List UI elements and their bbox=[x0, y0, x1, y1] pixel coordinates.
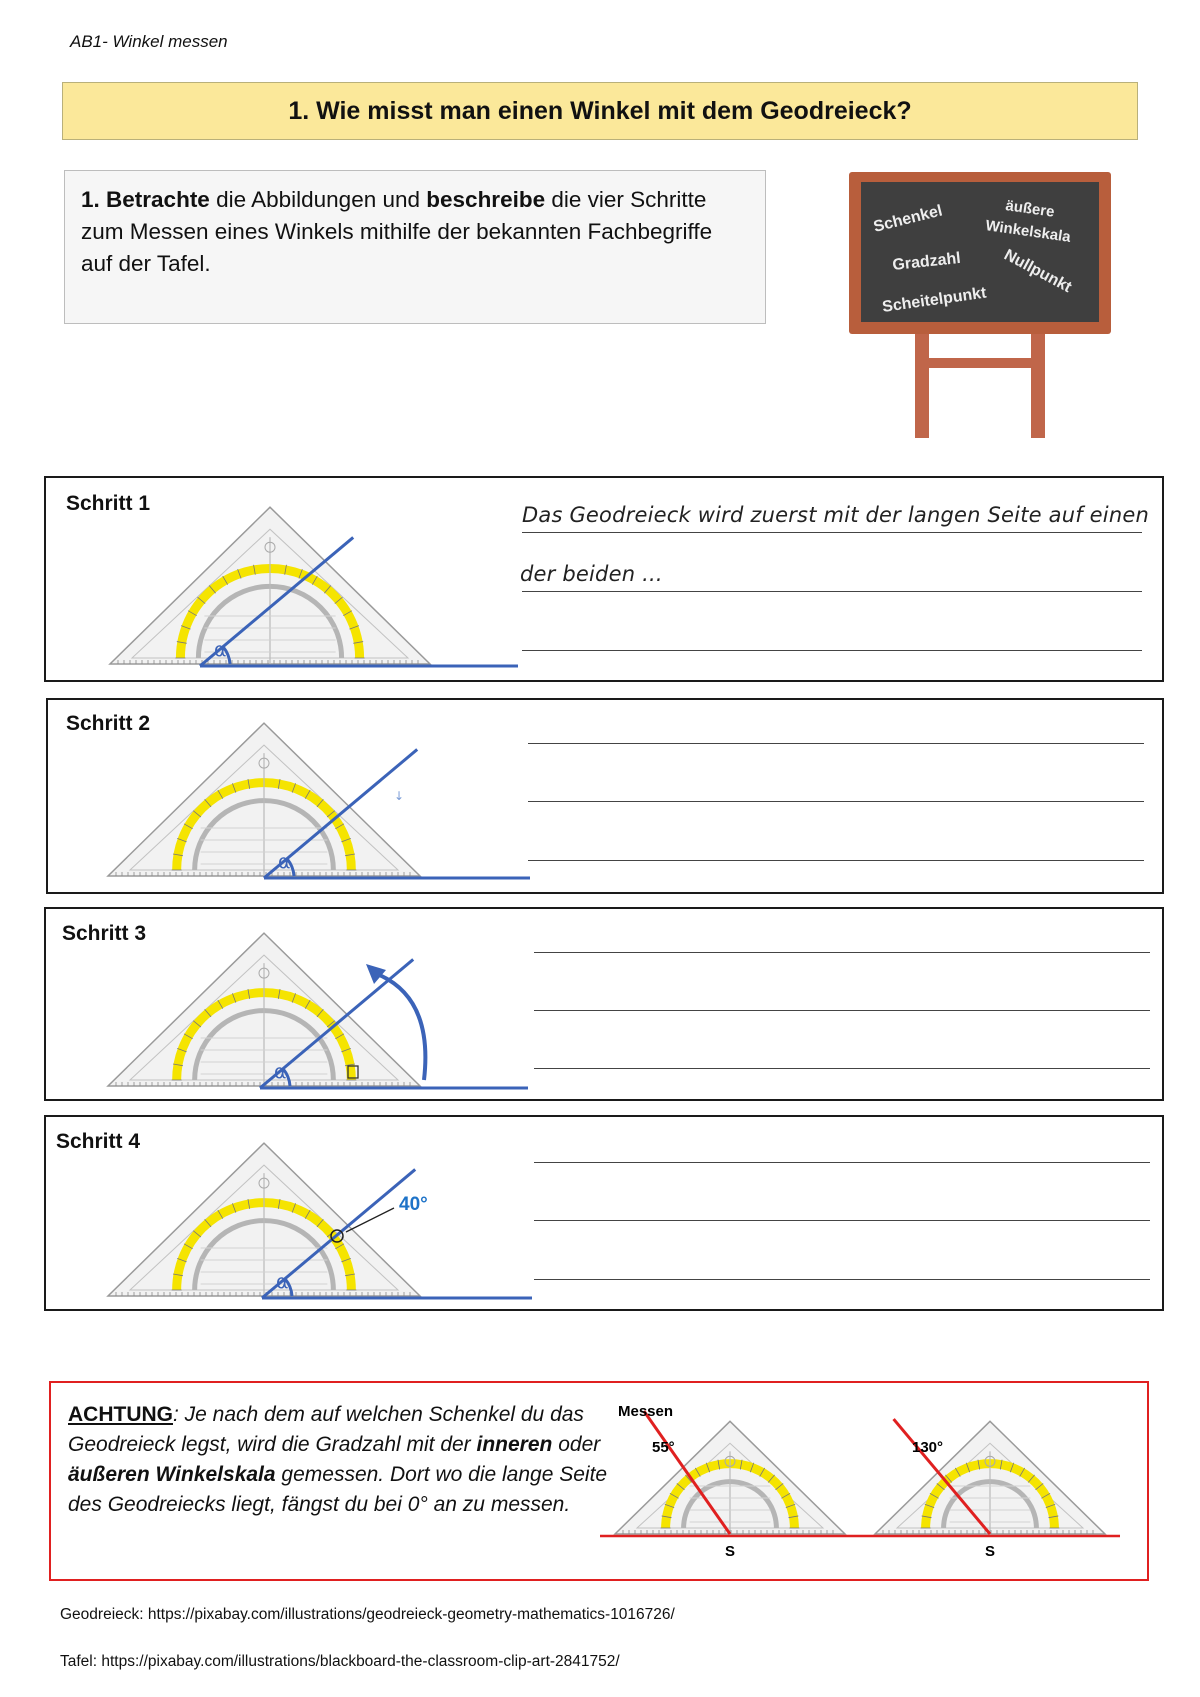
step-1-answer-line-1: Das Geodreieck wird zuerst mit der langen Seite auf einen bbox=[522, 503, 1149, 527]
step-label-2: Schritt 2 bbox=[66, 712, 151, 735]
answer-line[interactable] bbox=[534, 1279, 1150, 1280]
warning-text-1: : Je nach dem auf welchen Schenkel du das Geodreieck legst, wird die Gradzahl mit der bbox=[68, 1403, 584, 1456]
warning-text bbox=[68, 1400, 628, 1520]
answer-line[interactable] bbox=[534, 1010, 1150, 1011]
warning-figures bbox=[600, 1396, 1140, 1566]
geodreieck-step-1 bbox=[100, 484, 520, 674]
small-arrow-mark: ↓ bbox=[394, 789, 405, 803]
answer-line[interactable] bbox=[528, 860, 1144, 861]
geodreieck-step-2 bbox=[104, 704, 534, 890]
blackboard-illustration bbox=[845, 170, 1115, 440]
board-word-nullpunkt: Nullpunkt bbox=[1001, 246, 1075, 297]
worksheet-label: AB1- Winkel messen bbox=[70, 32, 228, 51]
step-label-3: Schritt 3 bbox=[62, 922, 147, 945]
warning-angle-value: 55° bbox=[652, 1439, 675, 1456]
warning-keyword: ACHTUNG bbox=[68, 1403, 173, 1426]
board-word-schenkel: Schenkel bbox=[871, 202, 945, 236]
task-number: 1. bbox=[81, 187, 100, 212]
answer-line[interactable] bbox=[528, 743, 1144, 744]
warning-bold-inner: inneren bbox=[476, 1433, 553, 1456]
warning-text-2: oder bbox=[552, 1433, 601, 1456]
warning-angle-value: 130° bbox=[912, 1439, 944, 1456]
answer-line[interactable] bbox=[528, 801, 1144, 802]
answer-line[interactable] bbox=[522, 650, 1142, 651]
board-word-winkelskala: Winkelskala bbox=[984, 217, 1072, 246]
warning-figure-title: Messen bbox=[618, 1403, 674, 1420]
geodreieck-step-3 bbox=[104, 914, 534, 1098]
alpha-label: α bbox=[274, 1061, 287, 1083]
alpha-label: α bbox=[276, 1271, 289, 1293]
page-title: 1. Wie misst man einen Winkel mit dem Geodreieck? bbox=[62, 82, 1138, 140]
step-label-1: Schritt 1 bbox=[66, 492, 151, 515]
board-word-scheitelpunkt: Scheitelpunkt bbox=[881, 284, 988, 316]
answer-line[interactable] bbox=[534, 1068, 1150, 1069]
task-verb-1: Betrachte bbox=[106, 187, 210, 212]
angle-readout: 40° bbox=[399, 1194, 428, 1215]
rotation-arrowhead bbox=[366, 964, 386, 984]
vertex-label: S bbox=[985, 1543, 996, 1560]
step-1-answer-line-2: der beiden ... bbox=[520, 562, 663, 586]
board-word-gradzahl: Gradzahl bbox=[891, 249, 962, 274]
step-label-4: Schritt 4 bbox=[56, 1130, 141, 1153]
answer-line[interactable] bbox=[534, 1220, 1150, 1221]
warning-text-3: gemessen. Dort wo die lange Seite des Geodreiecks liegt, fängst du bei 0° an zu messen. bbox=[68, 1463, 608, 1516]
geodreieck-step-4 bbox=[104, 1122, 534, 1308]
task-text-2: die vier Schritte zum Messen eines Winkels mithilfe der bekannten Fachbegriffe auf der Tafel. bbox=[81, 187, 713, 276]
warning-bold-outer: äußeren Winkelskala bbox=[68, 1463, 276, 1486]
source-geodreieck: Geodreieck: https://pixabay.com/illustrations/geodreieck-geometry-mathematics-1016726/ bbox=[60, 1606, 675, 1623]
vertex-label: S bbox=[725, 1543, 736, 1560]
answer-line[interactable] bbox=[522, 591, 1142, 592]
task-box bbox=[64, 170, 766, 324]
alpha-label: α bbox=[278, 851, 291, 873]
task-verb-2: beschreibe bbox=[426, 187, 546, 212]
answer-line[interactable] bbox=[534, 1162, 1150, 1163]
board-word-aeussere: äußere bbox=[1004, 197, 1056, 221]
source-tafel: Tafel: https://pixabay.com/illustrations/blackboard-the-classroom-clip-art-2841752/ bbox=[60, 1653, 620, 1670]
answer-line[interactable] bbox=[534, 952, 1150, 953]
alpha-label: α bbox=[214, 639, 227, 661]
answer-line[interactable] bbox=[522, 532, 1142, 533]
task-text-1: die Abbildungen und bbox=[209, 187, 427, 212]
